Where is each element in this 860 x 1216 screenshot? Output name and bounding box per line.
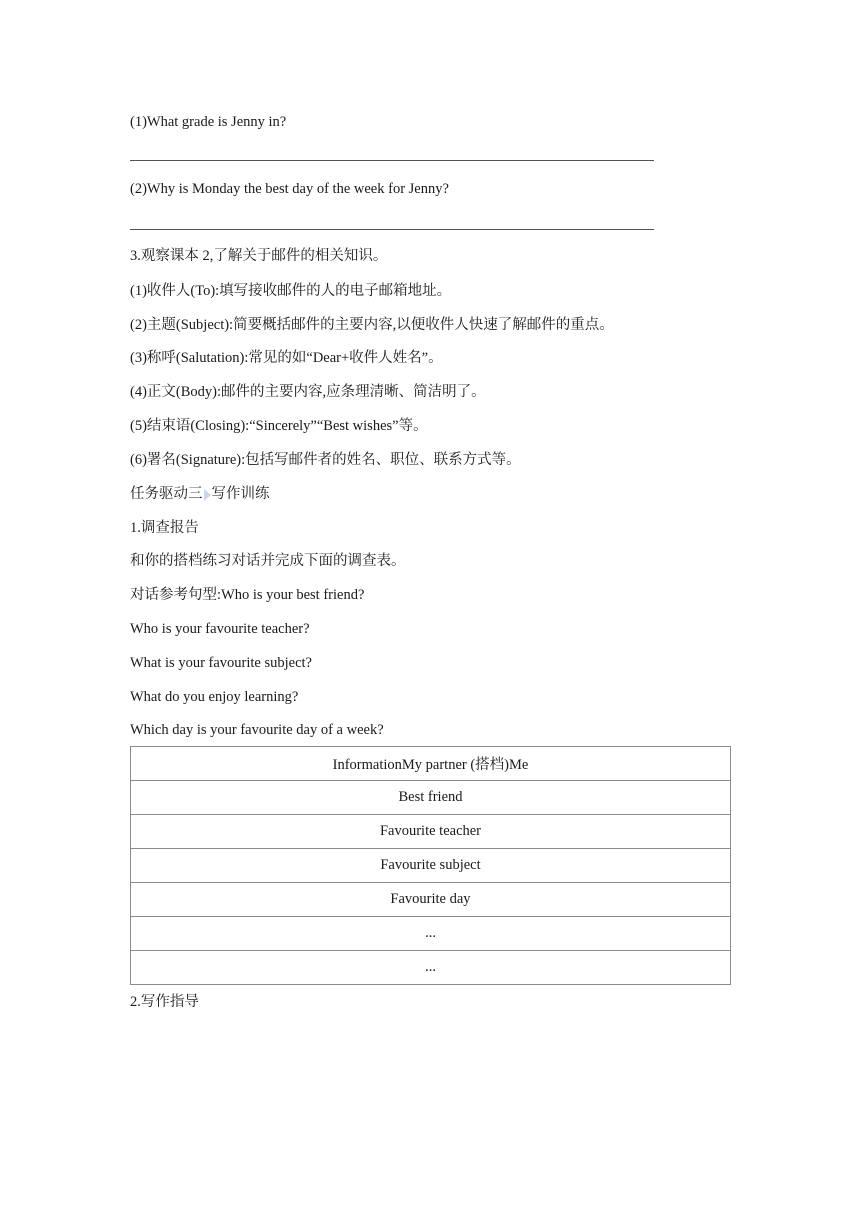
table-cell[interactable]: Favourite teacher xyxy=(131,815,731,849)
table-row xyxy=(131,815,731,849)
dialogue-line-3: What is your favourite subject? xyxy=(130,655,312,671)
dialogue-line-2: Who is your favourite teacher? xyxy=(130,621,310,637)
table-cell[interactable]: Favourite day xyxy=(131,883,731,917)
table-cell[interactable]: Favourite subject xyxy=(131,849,731,883)
table-cell[interactable]: Best friend xyxy=(131,781,731,815)
table-row xyxy=(131,747,731,781)
answer-line-2[interactable] xyxy=(130,229,654,230)
email-item-subject: (2)主题(Subject):简要概括邮件的主要内容,以便收件人快速了解邮件的重点。 xyxy=(130,317,614,333)
table-cell[interactable]: ... xyxy=(131,951,731,985)
survey-heading: 1.调查报告 xyxy=(130,520,199,536)
survey-instruction: 和你的搭档练习对话并完成下面的调查表。 xyxy=(130,553,406,569)
email-item-signature: (6)署名(Signature):包括写邮件者的姓名、职位、联系方式等。 xyxy=(130,452,521,468)
email-item-salutation: (3)称呼(Salutation):常见的如“Dear+收件人姓名”。 xyxy=(130,350,443,366)
answer-line-1[interactable] xyxy=(130,160,654,161)
table-row xyxy=(131,883,731,917)
table-row xyxy=(131,951,731,985)
table-header-cell: InformationMy partner (搭档)Me xyxy=(131,747,731,781)
email-item-to: (1)收件人(To):填写接收邮件的人的电子邮箱地址。 xyxy=(130,283,452,299)
table-row xyxy=(131,781,731,815)
table-row xyxy=(131,917,731,951)
email-item-body: (4)正文(Body):邮件的主要内容,应条理清晰、简洁明了。 xyxy=(130,384,486,400)
task-3-title-part2: 写作训练 xyxy=(211,486,270,502)
survey-table xyxy=(130,746,731,985)
email-item-closing: (5)结束语(Closing):“Sincerely”“Best wishes”等。 xyxy=(130,418,428,434)
table-row xyxy=(131,849,731,883)
table-cell[interactable]: ... xyxy=(131,917,731,951)
writing-guide-heading: 2.写作指导 xyxy=(130,994,199,1010)
dialogue-line-4: What do you enjoy learning? xyxy=(130,689,299,705)
dialogue-line-1: 对话参考句型:Who is your best friend? xyxy=(130,587,365,603)
arrow-icon xyxy=(204,489,211,501)
dialogue-line-5: Which day is your favourite day of a week? xyxy=(130,722,384,738)
task-3-title-part1: 任务驱动三 xyxy=(130,486,203,502)
section-3-heading: 3.观察课本 2,了解关于邮件的相关知识。 xyxy=(130,248,388,264)
task-3-title xyxy=(130,484,270,504)
question-1: (1)What grade is Jenny in? xyxy=(130,114,287,130)
question-2: (2)Why is Monday the best day of the week for Jenny? xyxy=(130,181,449,197)
